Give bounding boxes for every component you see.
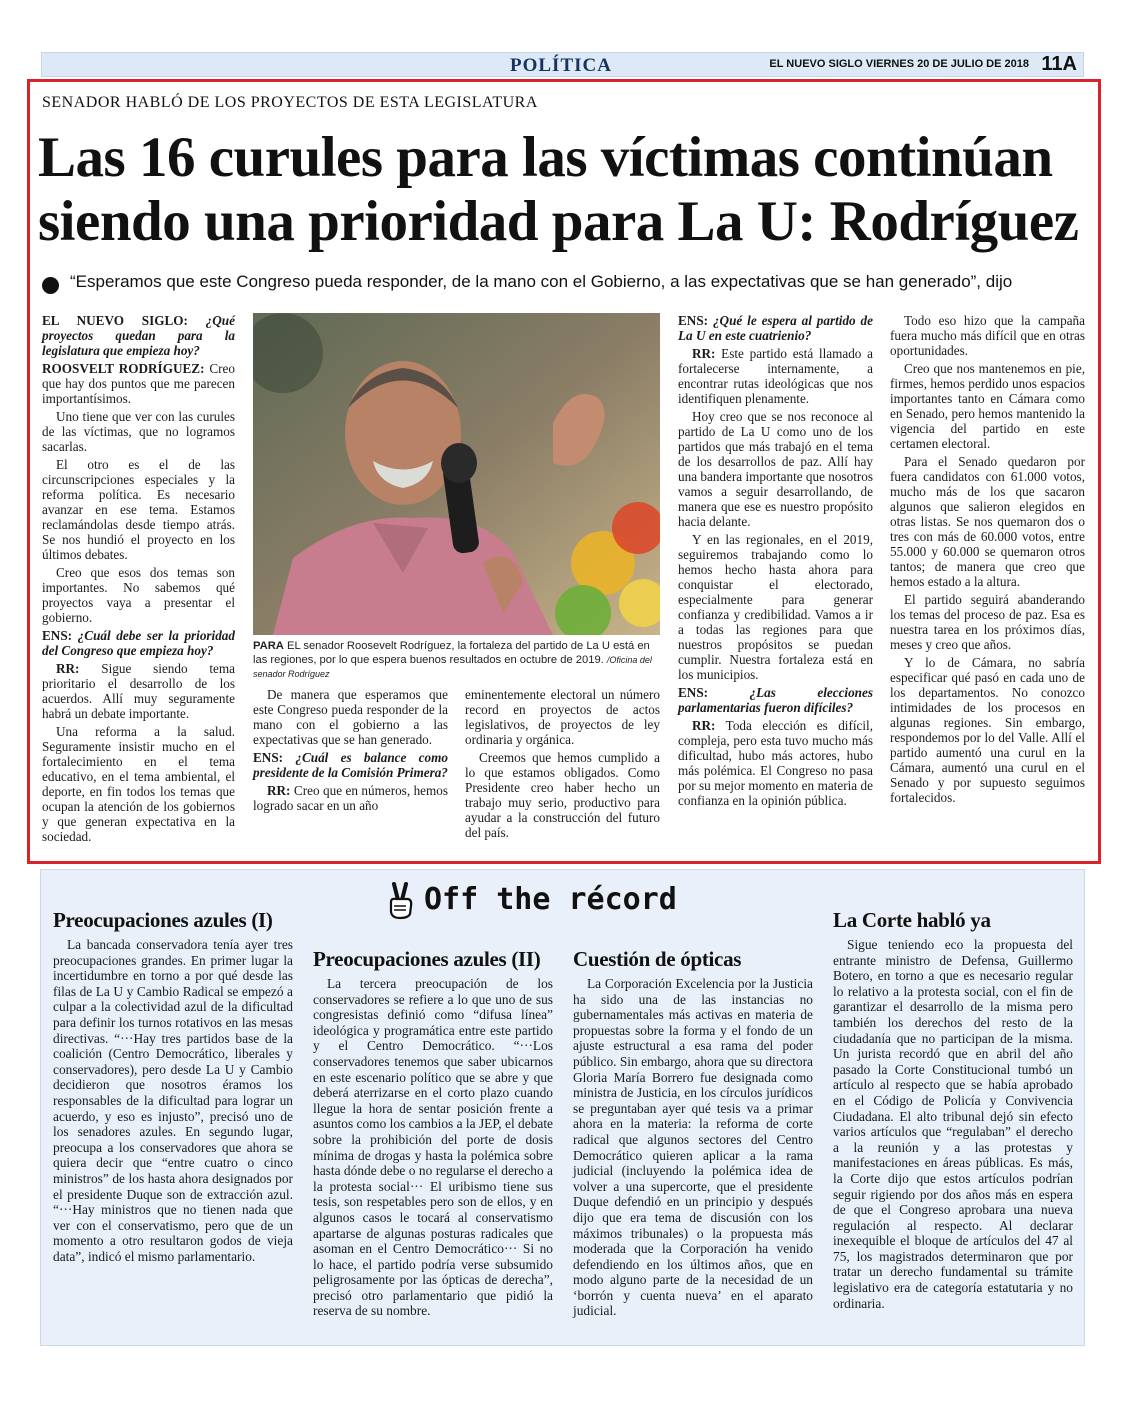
- page-header-bar: [41, 52, 1084, 77]
- body-paragraph: Una reforma a la salud. Seguramente insistir mucho en el fortalecimiento en el tema educativo, en el tema ambiental, el deporte, en fin todos los temas que ocupan la atención de los gobiernos y que generan expectativa en la sociedad.: [42, 724, 235, 844]
- question-text: ¿Cuál debe ser la prioridad del Congreso que empieza hoy?: [42, 628, 235, 658]
- question-paragraph: [253, 750, 448, 780]
- newspaper-date-line: EL NUEVO SIGLO VIERNES 20 DE JULIO DE 2018: [769, 58, 1029, 70]
- answer-paragraph: [678, 718, 873, 808]
- speaker-label: RR:: [692, 346, 716, 361]
- caption-lead: PARA: [253, 640, 284, 652]
- question-paragraph: [678, 685, 873, 715]
- question-text: ¿Cuál es balance como presidente de la Comisión Primera?: [253, 750, 448, 780]
- otr-body-3: La Corporación Excelencia por la Justicia ha sido una de las instancias no gubernamentales más activas en materia de propuestas sobre la forma y el fondo de un ajuste estructural a esa rama del poder público. Sin embargo, ahora que su directora Gloria María Borrero fue designada como ministra de Justicia, en los círculos jurídicos se preguntaban ayer qué tesis va a primar ahora en la materia: la reforma de corte radical que algunos sectores del Centro Democrático quieren aplicar a la rama judicial (incluyendo la polémica idea de volver a una supercorte, que el presidente Duque defendió en un principio y después dijo que era tema de discusión con los máximos tribunales) o la propuesta más moderada que la Corporación ha venido defendiendo en los últimos años, que en modo alguno parte de la necesidad de un ‘borrón y cuenta nueva’ en el aparato judicial.: [573, 976, 813, 1319]
- article-deck: “Esperamos que este Congreso pueda responder, de la mano con el Gobierno, a las expectativas que se han generado”, dijo: [70, 272, 1013, 291]
- body-paragraph: Y en las regionales, en el 2019, seguiremos trabajando como lo hemos hecho hasta ahora para conquistar el electorado, especialmente para generar confianza y credibilidad. Vamos a ir a todas las regiones para que nuestros propósitos se puedan cumplir. Nuestra fortaleza está en los municipios.: [678, 532, 873, 682]
- article-column-2: [253, 687, 448, 816]
- otr-body-2: La tercera preocupación de los conservadores se refiere a lo que uno de sus congresistas definió como “difusa línea” ideológica y programática entre este partido y el Centro Democrático. “···Los conservadores tenemos que saber ubicarnos en este escenario político que se abre y que deberá aterrizarse en el corto plazo cuando llegue la hora de sentar posición frente a asuntos como los cambios a la JEP, el debate sobre la prohibición del porte de dosis mínima de drogas y hasta la polémica sobre hasta dónde debe o no regularse el derecho a la protesta social··· El uribismo tiene sus tesis, son respetables pero son de ellos, y en algunos casos le tocará al conservatismo apartarse de algunas posturas radicales que asoman en el Centro Democrático··· Si no lo hace, el partido podría verse subsumido peligrosamente por las ópticas de derecha”, precisó otro parlamentario que pidió la reserva de su nombre.: [313, 976, 553, 1319]
- victory-hand-icon: [386, 882, 416, 920]
- caption-text: EL senador Roosevelt Rodríguez, la fortaleza del partido de La U está en las regiones, por lo que espera buenos resultados en octubre de 2019.: [253, 640, 650, 666]
- speaker-label: ENS:: [678, 685, 709, 700]
- speaker-label: RR:: [56, 661, 80, 676]
- otr-heading-4: La Corte habló ya: [833, 908, 991, 932]
- body-paragraph: Todo eso hizo que la campaña fuera mucho más difícil que en otras oportunidades.: [890, 313, 1085, 358]
- speaker-label: RR:: [267, 783, 291, 798]
- question-text: ¿Qué le espera al partido de La U en este cuatrienio?: [678, 313, 873, 343]
- body-paragraph: El partido seguirá abanderando los temas del proceso de paz. Esa es nuestra tarea en los próximos días, meses y creo que años.: [890, 592, 1085, 652]
- body-paragraph: eminentemente electoral un número record en proyectos de actos legislativos, de proyectos de ley ordinaria y orgánica.: [465, 687, 660, 747]
- question-text: ¿Qué proyectos quedan para la legislatura que empieza hoy?: [42, 313, 235, 358]
- article-headline: Las 16 curules para las víctimas continúan siendo una prioridad para La U: Rodríguez: [38, 126, 1079, 253]
- answer-text: Creo que en números, hemos logrado sacar en un año: [253, 783, 448, 813]
- article-column-1: [42, 313, 235, 847]
- senator-photo-illustration: [253, 313, 660, 635]
- speaker-label: ENS:: [253, 750, 284, 765]
- question-paragraph: [42, 313, 235, 358]
- otr-body-1: La bancada conservadora tenía ayer tres preocupaciones grandes. En primer lugar la incertidumbre en torno a por qué desde las filas de La U y Cambio Radical se empezó a culpar a la colectividad azul de la dificultad para definir los turnos rotativos en las mesas directivas. “···Hay tres partidos base de la coalición (Centro Democrático, liberales y conservadores), pero desde La U y Cambio decidieron que nosotros éramos los responsables de la dificultad para lograr un acuerdo, y eso es injusto”, precisó uno de los senadores azules. En segundo lugar, preocupa a los conservadores que ahora se quiera decir que “entre cuatro o cinco ministros” de los hasta ahora designados por el presidente Duque son de extracción azul. “···Hay ministros que no tienen nada que ver con el conservatismo, pero que de un momento a otro resultaron godos de vieja data”, indicó el mismo parlamentario.: [53, 937, 293, 1264]
- body-paragraph: El otro es el de las circunscripciones especiales y la reforma política. Es necesario avanzar en ese tema. Estamos reclamándolas desde tiempo atrás. Se nos hundió el proyecto en los últimos debates.: [42, 457, 235, 562]
- answer-text: Sigue siendo tema prioritario el desarrollo de los acuerdos. Allí muy seguramente habrá un debate importante.: [42, 661, 235, 721]
- body-paragraph: Para el Senado quedaron por fuera candidatos con 61.000 votos, mucho más de los que sacaron algunos que salieron elegidos en otras listas. Se nos quemaron dos o tres con más de 60.000 votos, entre 55.000 y 60.000 se quemaron otros tantos; de manera que creo que hemos estado a la altura.: [890, 454, 1085, 589]
- question-paragraph: [42, 628, 235, 658]
- body-paragraph: Y lo de Cámara, no sabría especificar qué pasó en cada uno de los departamentos. No conozco intimidades de los procesos en algunas regiones. Sin embargo, respondemos por lo del Valle. Allí el partido aumentó una curul en la Cámara, aumentó una curul en el Senado y por supuesto seguimos fortalecidos.: [890, 655, 1085, 805]
- speaker-label: RR:: [692, 718, 716, 733]
- speaker-label: ROOSVELT RODRÍGUEZ:: [42, 361, 205, 376]
- answer-paragraph: [42, 361, 235, 406]
- caption-credit: /Oficina del senador Rodríguez: [253, 655, 652, 679]
- senator-photo: [253, 313, 660, 635]
- body-paragraph: Creo que esos dos temas son importantes. No sabemos qué proyectos vaya a presentar el gobierno.: [42, 565, 235, 625]
- answer-paragraph: [42, 661, 235, 721]
- answer-text: Toda elección es difícil, compleja, pero esta tuvo mucho más dificultad, hubo más actores, hubo más polémica. El Congreso no pasa por su mejor momento en materia de confianza en la opinión pública.: [678, 718, 873, 808]
- photo-caption: [253, 639, 663, 681]
- answer-text: Este partido está llamado a fortalecerse internamente, a encontrar rutas ideológicas que nos identifiquen plenamente.: [678, 346, 873, 406]
- page-number: 11A: [1041, 53, 1077, 75]
- otr-heading-1: Preocupaciones azules (I): [53, 908, 273, 932]
- body-paragraph: Uno tiene que ver con las curules de las víctimas, que no logramos sacarlas.: [42, 409, 235, 454]
- speaker-label: EL NUEVO SIGLO:: [42, 313, 188, 328]
- article-column-4: [678, 313, 873, 811]
- article-column-3: [465, 687, 660, 843]
- speaker-label: ENS:: [678, 313, 709, 328]
- section-name: POLÍTICA: [510, 55, 612, 76]
- question-paragraph: [678, 313, 873, 343]
- article-column-5: [890, 313, 1085, 808]
- body-paragraph: Hoy creo que se nos reconoce al partido de La U como uno de los partidos que más trabajó en el tema de los desarrollos de paz. Allí hay una bandera importante que nosotros vamos a seguir desarrollando, de manera que ese es nuestro propósito hacia delante.: [678, 409, 873, 529]
- body-paragraph: Creemos que hemos cumplido a lo que estamos obligados. Como Presidente creo haber hecho un trabajo muy serio, productivo para ayudar a la construcción del futuro del país.: [465, 750, 660, 840]
- body-paragraph: Creo que nos mantenemos en pie, firmes, hemos perdido unos espacios importantes tanto en Cámara como en Senado, pero hemos mantenido la vigencia del partido en este certamen electoral.: [890, 361, 1085, 451]
- off-the-record-title: Off the récord: [424, 882, 677, 917]
- question-text: ¿Las elecciones parlamentarias fueron difíciles?: [678, 685, 873, 715]
- otr-heading-2: Preocupaciones azules (II): [313, 947, 541, 971]
- otr-heading-3: Cuestión de ópticas: [573, 947, 742, 971]
- deck-bullet-icon: [42, 277, 59, 294]
- answer-paragraph: [253, 783, 448, 813]
- otr-body-4: Sigue teniendo eco la propuesta del entrante ministro de Defensa, Guillermo Botero, en torno a que es necesario regular lo relativo a la protesta social, con el fin de garantizar el desarrollo de la misma pero también los derechos del resto de la ciudadanía que no participan de la misma. Un jurista recordó que en abril del año pasado la Corte Constitucional tumbó un artículo al respecto que se había aprobado en el Código de Policía y Convivencia Ciudadana. El alto tribunal dejó sin efecto varios artículos que “regulaban” el derecho a la reunión y a las protestas y manifestaciones en áreas públicas. Es más, la Corte dijo que estos artículos podrían seguir rigiendo por dos años más en espera de que el Congreso aprobara una nueva regulación al respecto. Al declarar inexequible el bloque de artículos del 47 al 75, los magistrados determinaron que por tratar un derecho fundamental su trámite legislativo era de categoría estatutaria y no ordinaria.: [833, 937, 1073, 1311]
- answer-paragraph: [678, 346, 873, 406]
- body-paragraph: De manera que esperamos que este Congreso pueda responder de la mano con el gobierno a las expectativas que se han generado.: [253, 687, 448, 747]
- article-kicker: SENADOR HABLÓ DE LOS PROYECTOS DE ESTA LEGISLATURA: [42, 94, 538, 111]
- speaker-label: ENS:: [42, 628, 73, 643]
- answer-text: Creo que hay dos puntos que me parecen importantísimos.: [42, 361, 236, 406]
